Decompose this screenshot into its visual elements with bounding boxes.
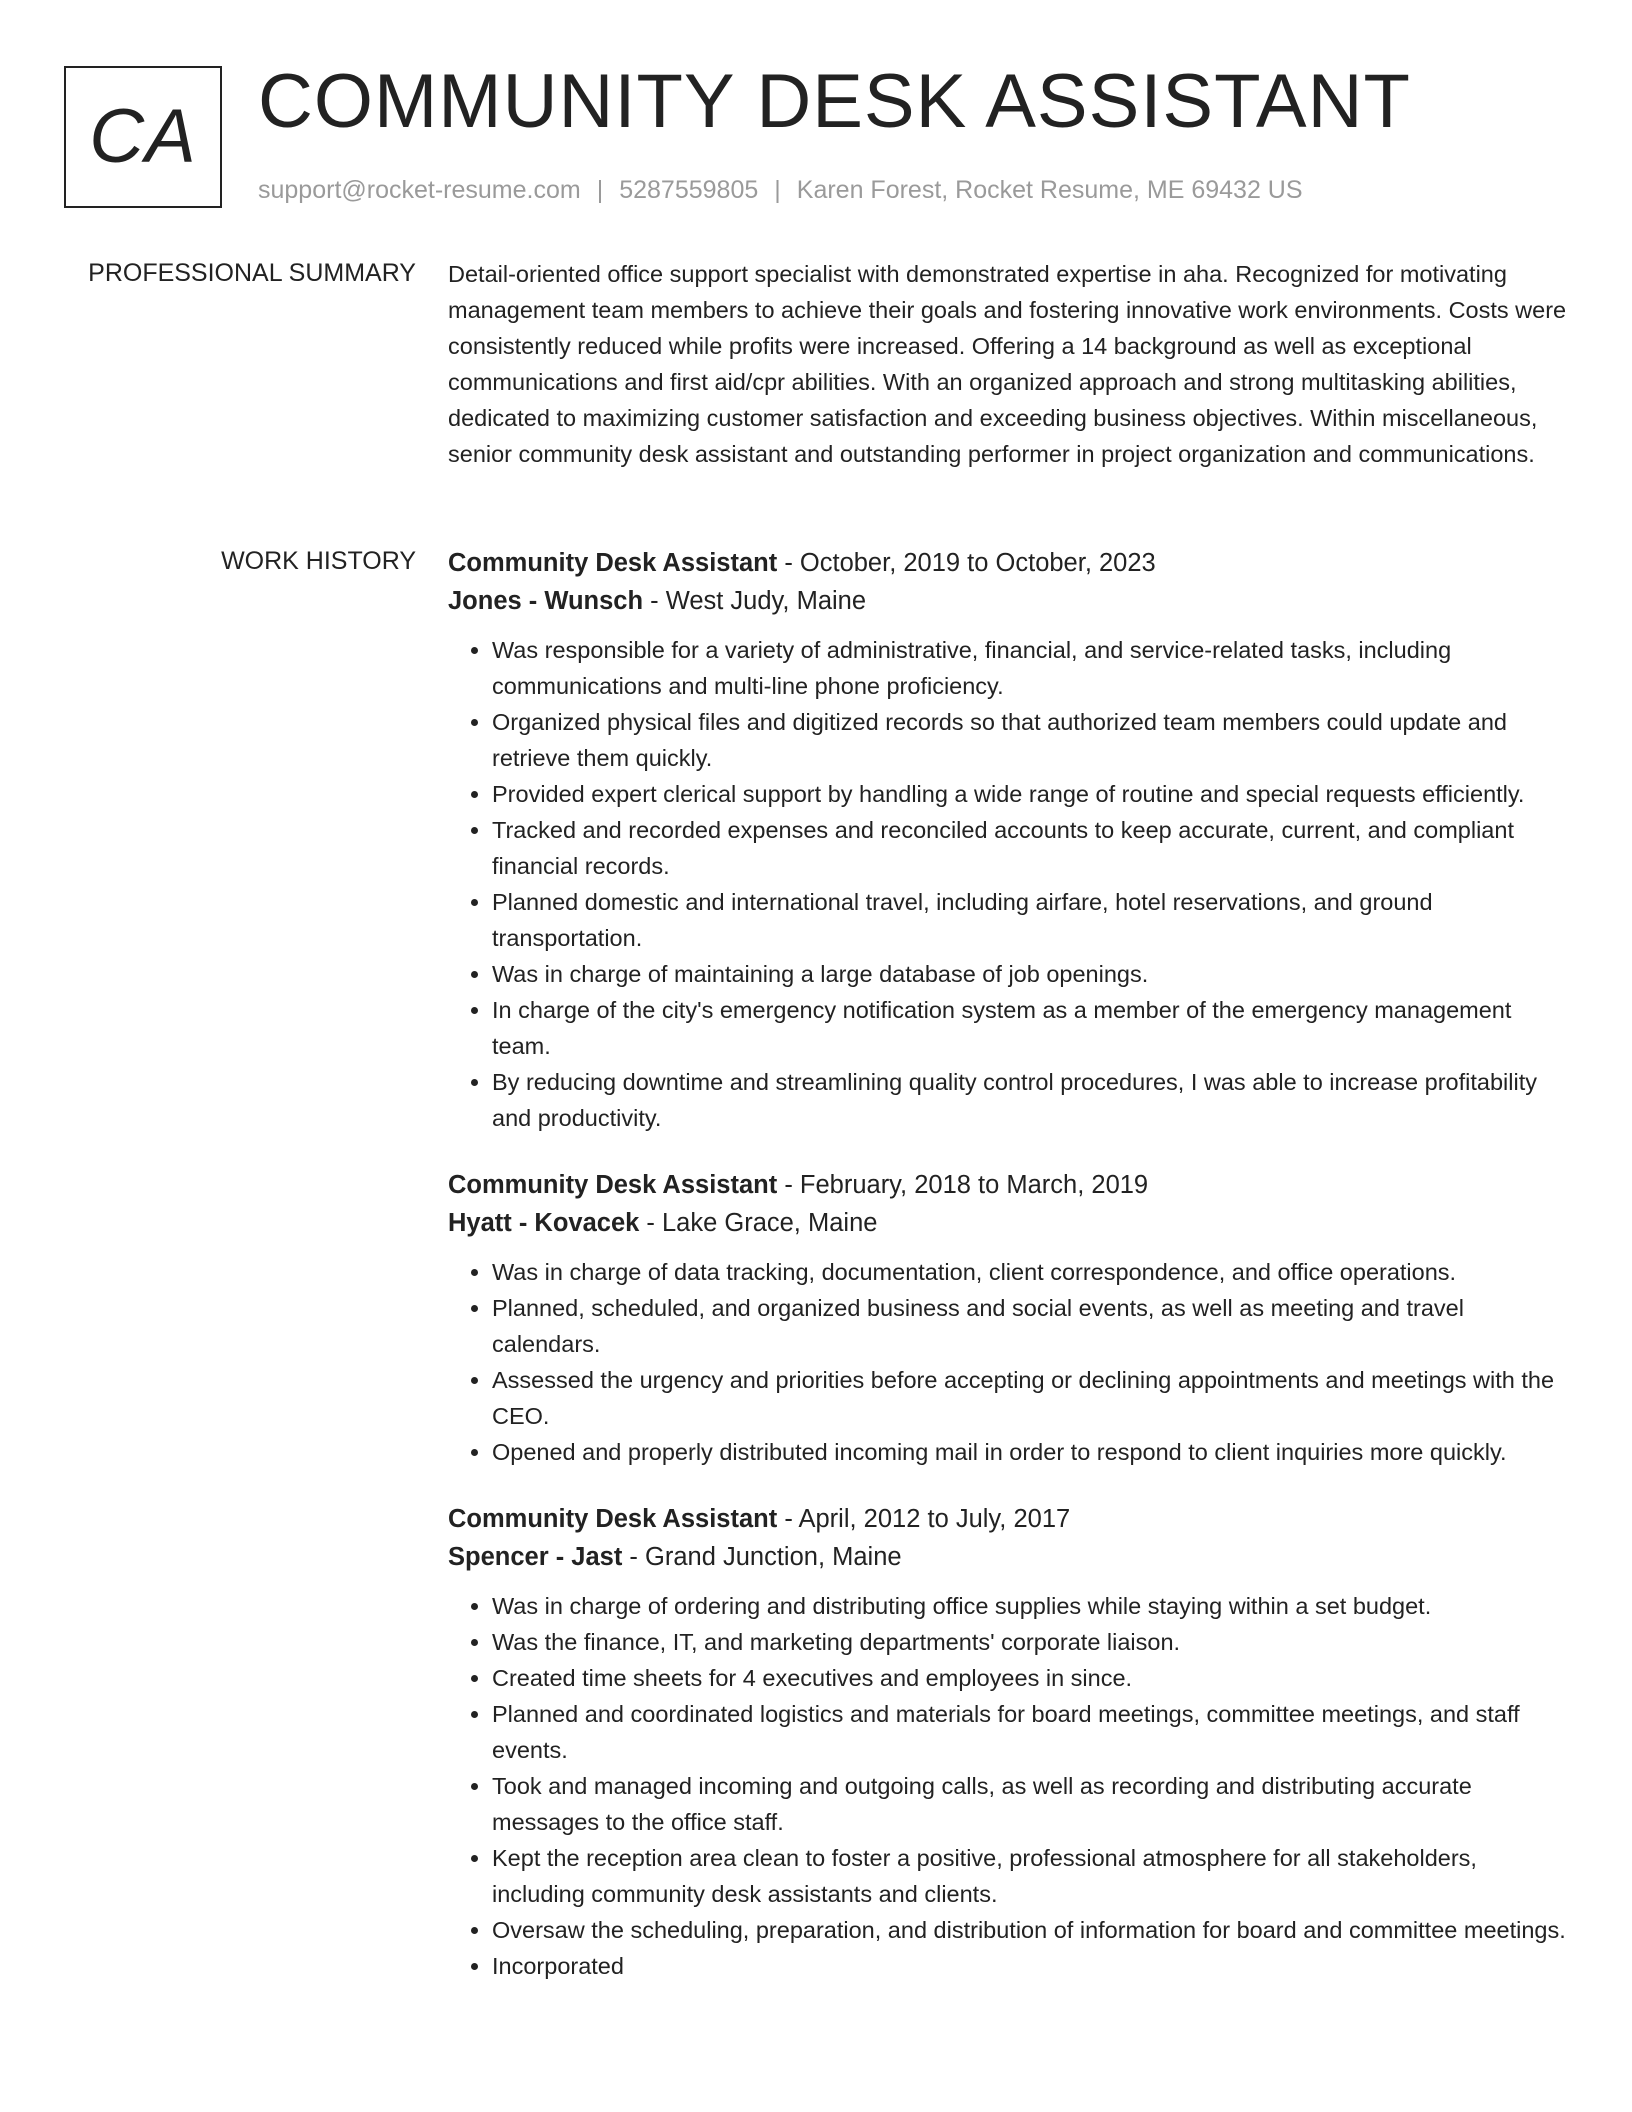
contact-email: support@rocket-resume.com xyxy=(258,176,581,204)
job-bullet: • Assessed the urgency and priorities before accepting or declining appointments and meetings with the CEO. xyxy=(492,1362,1570,1434)
summary-body xyxy=(448,256,1570,472)
summary-text: Detail-oriented office support specialist with demonstrated expertise in aha. Recognized for motivating management team members to achieve their goals and fostering innovative work environments. Costs were consistently reduced while profits were increased. Offering a 14 background as well as exceptional communications and first aid/cpr abilities. With an organized approach and strong multitasking abilities, dedicated to maximizing customer satisfaction and exceeding business objectives. Within miscellaneous, senior community desk assistant and outstanding performer in project organization and communications. xyxy=(448,261,1567,467)
job-bullet: • Opened and properly distributed incoming mail in order to respond to client inquiries more quickly. xyxy=(492,1434,1570,1470)
job-company-line xyxy=(448,582,1570,620)
job-title-line xyxy=(448,1500,1570,1538)
resume-name-title: COMMUNITY DESK ASSISTANT xyxy=(258,59,1411,144)
contact-address: Karen Forest, Rocket Resume, ME 69432 US xyxy=(796,176,1303,204)
job-title: Community Desk Assistant xyxy=(448,549,778,577)
contact-separator: | xyxy=(774,176,781,204)
job-bullet: • Was in charge of data tracking, documentation, client correspondence, and office operations. xyxy=(492,1254,1570,1290)
job-company: Jones - Wunsch xyxy=(448,587,644,615)
job-bullet: • Planned domestic and international travel, including airfare, hotel reservations, and ground transportation. xyxy=(492,884,1570,956)
job-company-line xyxy=(448,1538,1570,1576)
job-location: - West Judy, Maine xyxy=(643,587,867,615)
job-bullet: • Was the finance, IT, and marketing departments' corporate liaison. xyxy=(492,1624,1570,1660)
contact-line xyxy=(258,174,1303,207)
job-bullet: • Was responsible for a variety of administrative, financial, and service-related tasks, including communications and multi-line phone proficiency. xyxy=(492,632,1570,704)
job-bullet: • Was in charge of ordering and distributing office supplies while staying within a set budget. xyxy=(492,1588,1570,1624)
job-dates: - February, 2018 to March, 2019 xyxy=(777,1171,1149,1199)
job-title: Community Desk Assistant xyxy=(448,1505,778,1533)
job-bullet: • Was in charge of maintaining a large database of job openings. xyxy=(492,956,1570,992)
job-dates: - April, 2012 to July, 2017 xyxy=(777,1505,1071,1533)
work-history-section-label: WORK HISTORY xyxy=(221,547,416,575)
job-bullet-list xyxy=(448,632,1570,1136)
job-bullet: • Provided expert clerical support by handling a wide range of routine and special requests efficiently. xyxy=(492,776,1570,812)
job-location: - Grand Junction, Maine xyxy=(622,1543,902,1571)
monogram-box xyxy=(64,66,222,208)
job-dates: - October, 2019 to October, 2023 xyxy=(777,549,1156,577)
job-company-line xyxy=(448,1204,1570,1242)
job-bullet: • Tracked and recorded expenses and reconciled accounts to keep accurate, current, and compliant financial records. xyxy=(492,812,1570,884)
job-bullet: • Kept the reception area clean to foster a positive, professional atmosphere for all stakeholders, including community desk assistants and clients. xyxy=(492,1840,1570,1912)
job-bullet: • Planned and coordinated logistics and materials for board meetings, committee meetings, and staff events. xyxy=(492,1696,1570,1768)
job-company: Spencer - Jast xyxy=(448,1543,623,1571)
job-title-line xyxy=(448,1166,1570,1204)
job-bullet-list xyxy=(448,1254,1570,1470)
job-bullet: • Took and managed incoming and outgoing calls, as well as recording and distributing accurate messages to the office staff. xyxy=(492,1768,1570,1840)
job-bullet: • Oversaw the scheduling, preparation, and distribution of information for board and committee meetings. xyxy=(492,1912,1570,1948)
job-bullet: • In charge of the city's emergency notification system as a member of the emergency management team. xyxy=(492,992,1570,1064)
job-bullet: • Created time sheets for 4 executives and employees in since. xyxy=(492,1660,1570,1696)
job-entry xyxy=(448,1500,1570,1984)
job-title-line xyxy=(448,544,1570,582)
contact-separator: | xyxy=(596,176,604,204)
job-bullet: • Organized physical files and digitized records so that authorized team members could update and retrieve them quickly. xyxy=(492,704,1570,776)
contact-phone: 5287559805 xyxy=(619,176,759,204)
job-title: Community Desk Assistant xyxy=(448,1171,778,1199)
monogram-initials: CA xyxy=(89,94,197,179)
job-entry xyxy=(448,544,1570,1136)
job-bullet: • Incorporated xyxy=(492,1948,1570,1984)
job-bullet: • Planned, scheduled, and organized business and social events, as well as meeting and travel calendars. xyxy=(492,1290,1570,1362)
job-bullet-list xyxy=(448,1588,1570,1984)
job-company: Hyatt - Kovacek xyxy=(448,1209,640,1237)
job-location: - Lake Grace, Maine xyxy=(639,1209,878,1237)
job-bullet: • By reducing downtime and streamlining quality control procedures, I was able to increase profitability and productivity. xyxy=(492,1064,1570,1136)
summary-section-label: PROFESSIONAL SUMMARY xyxy=(88,259,416,287)
job-entry xyxy=(448,1166,1570,1470)
work-history-body xyxy=(448,544,1570,2014)
